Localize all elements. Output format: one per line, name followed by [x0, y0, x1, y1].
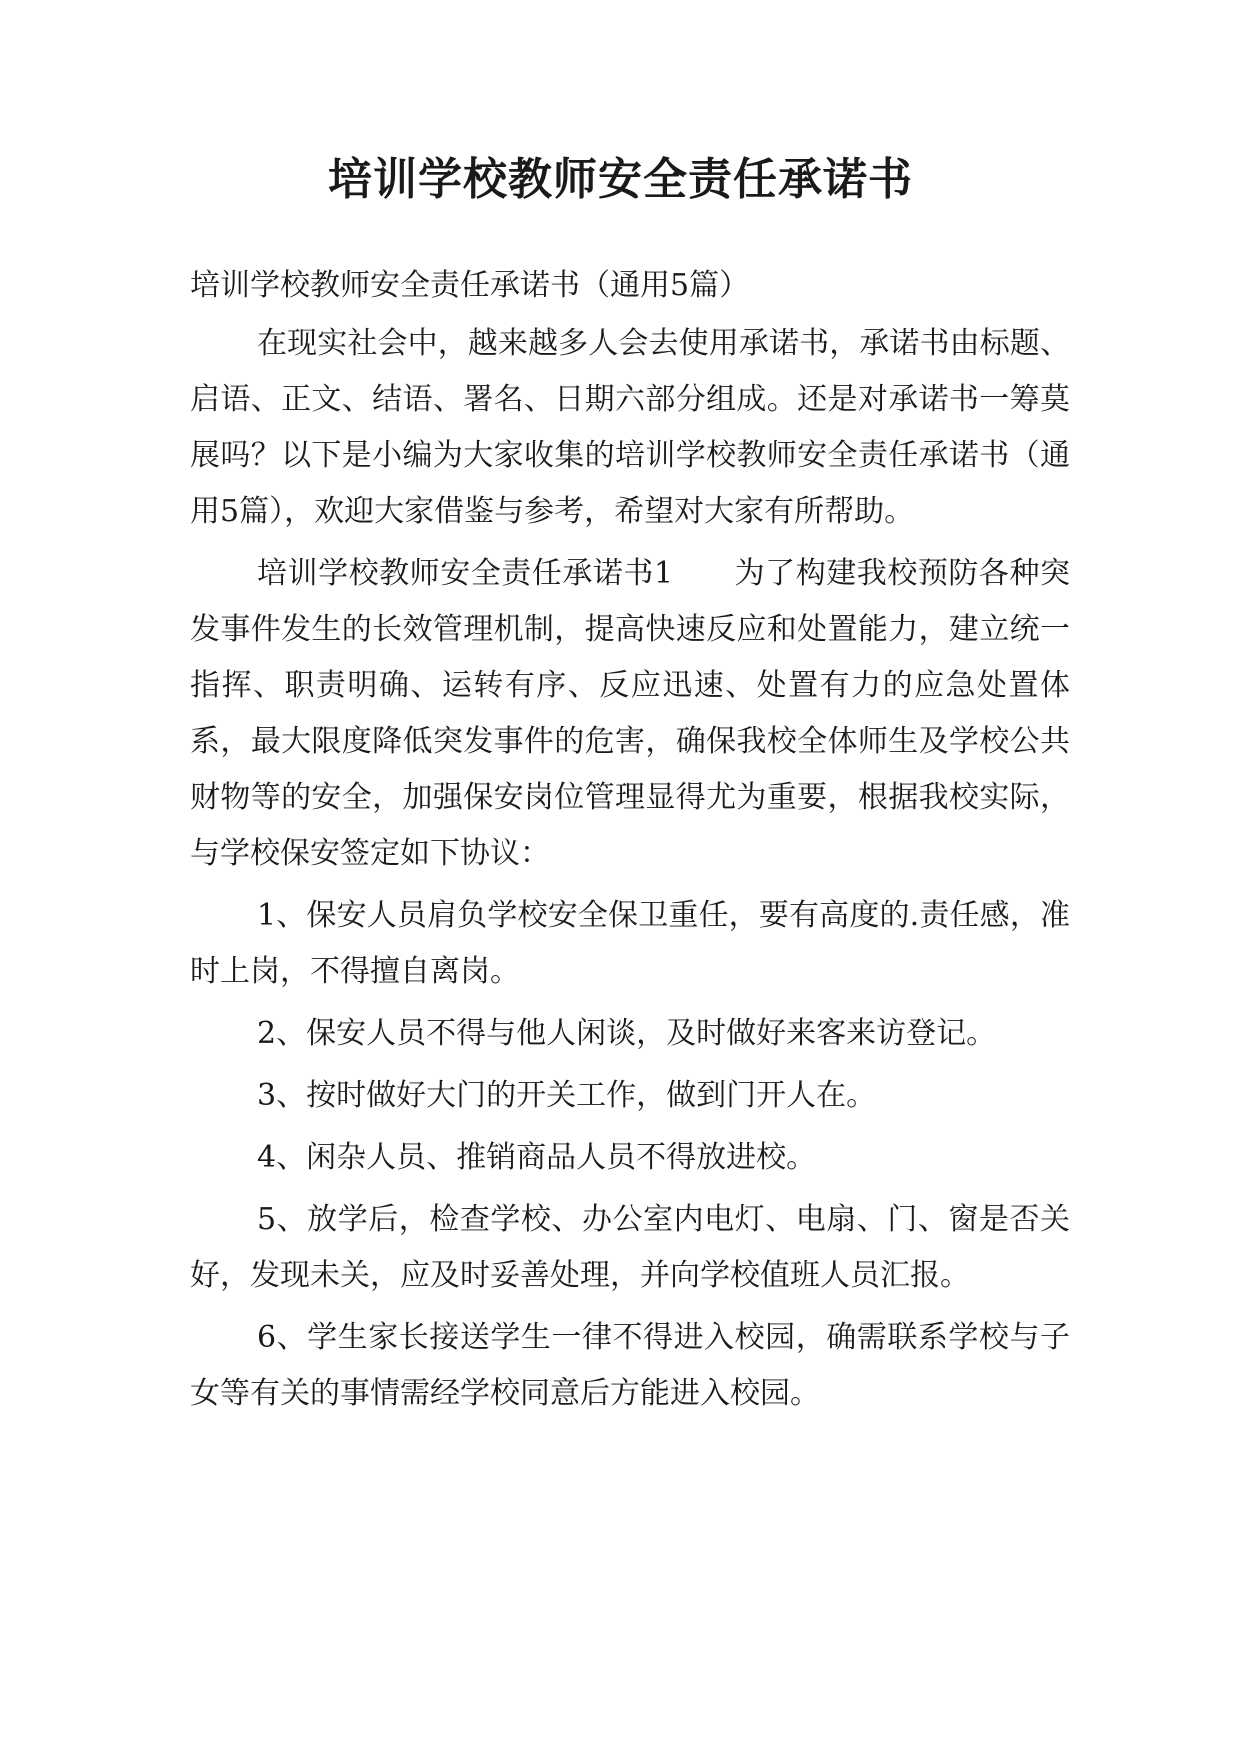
- document-body: [190, 258, 1070, 1428]
- paragraph-section-1: 培训学校教师安全责任承诺书1 为了构建我校预防各种突发事件发生的长效管理机制，提高快速反应和处置能力，建立统一指挥、职责明确、运转有序、反应迅速、处置有力的应急处置体系，最大限度降低突发事件的危害，确保我校全体师生及学校公共财物等的安全，加强保安岗位管理显得尤为重要，根据我校实际，与学校保安签定如下协议：: [190, 556, 1070, 871]
- document-title: 培训学校教师安全责任承诺书: [328, 154, 913, 205]
- paragraph-intro: 在现实社会中，越来越多人会去使用承诺书，承诺书由标题、启语、正文、结语、署名、日期六部分组成。还是对承诺书一筹莫展吗？以下是小编为大家收集的培训学校教师安全责任承诺书（通用5篇），欢迎大家借鉴与参考，希望对大家有所帮助。: [190, 326, 1070, 529]
- paragraph-item-5: 5、放学后，检查学校、办公室内电灯、电扇、门、窗是否关好，发现未关，应及时妥善处理，并向学校值班人员汇报。: [190, 1202, 1070, 1293]
- document-subtitle: 培训学校教师安全责任承诺书（通用5篇）: [190, 268, 750, 303]
- paragraph-item-4: 4、闲杂人员、推销商品人员不得放进校。: [257, 1140, 817, 1175]
- paragraph-item-3: 3、按时做好大门的开关工作，做到门开人在。: [257, 1078, 877, 1113]
- paragraph-item-2: 2、保安人员不得与他人闲谈，及时做好来客来访登记。: [257, 1016, 997, 1051]
- paragraph-item-1: 1、保安人员肩负学校安全保卫重任，要有高度的.责任感，准时上岗，不得擅自离岗。: [190, 898, 1070, 989]
- paragraph-item-6: 6、学生家长接送学生一律不得进入校园，确需联系学校与子女等有关的事情需经学校同意后方能进入校园。: [190, 1320, 1070, 1411]
